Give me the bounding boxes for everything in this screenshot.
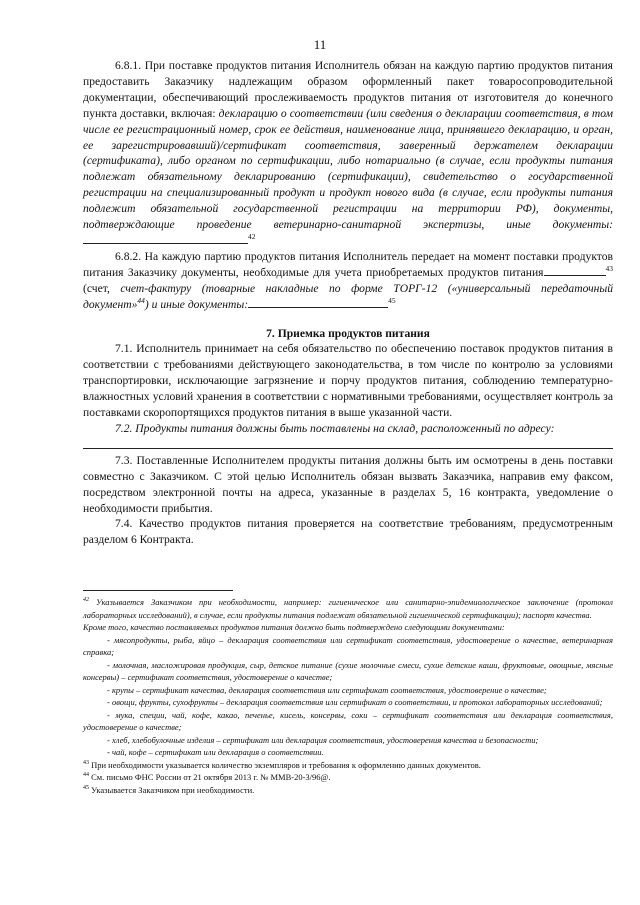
clause-7-2: 7.2. Продукты питания должны быть поставлены на склад, расположенный по адресу: — [115, 421, 555, 435]
footnote-list-item: - крупы – сертификат качества, декларация соответствия или сертификат соответствия, удостоверение о качестве; — [107, 684, 547, 695]
footnote-45-number: 45 — [83, 784, 89, 791]
footnotes — [83, 596, 613, 796]
footnote-42-additional: Кроме того, качество поставляемых продуктов питания должно быть подтверждено следующими документами: — [83, 622, 505, 632]
footnote-42 — [83, 596, 613, 621]
footnote-45-text: Указывается Заказчиком при необходимости. — [89, 784, 255, 795]
footnote-43-number: 43 — [83, 759, 89, 766]
footnote-separator — [83, 590, 233, 591]
footnote-list-item: - хлеб, хлебобулочные изделия – сертификат или декларация соответствия, удостоверения качества и безопасности; — [107, 734, 539, 745]
clause-6-8-1 — [83, 58, 613, 249]
blank-line-43 — [544, 265, 606, 276]
footnote-list-item: - чай, кофе – сертификат или декларация о соответствии. — [107, 747, 324, 757]
blank-line-45 — [248, 297, 388, 308]
footnote-42-number: 42 — [83, 597, 89, 604]
footnote-ref-42: 42 — [248, 232, 256, 242]
clause-7-1: 7.1. Исполнитель принимает на себя обязательство по обеспечению поставок продуктов питания в соответствии с требованиями действующего законодательства, в том числе по контролю за условиями транспортировки, исключающие загрязнение и порчу продуктов питания, соблюдению температурно-влажностных условий хранения в соответствии с нормативными требованиями, осуществляет контроль за поставками скоропортящихся продуктов питания в выше указанной части. — [83, 342, 613, 420]
clause-7-3: 7.3. Поставленные Исполнителем продукты питания должны быть им осмотрены в день поставки совместно с Заказчиком. С этой целью Исполнитель обязан вызвать Заказчика, направив ему факсом, посредством электронной почты на адреса, указанные в разделах 5, 16 контракта, уведомление о необходимости прибытия. — [83, 453, 613, 515]
footnote-44-text: См. письмо ФНС России от 21 октября 2013 г. № ММВ-20-3/96@. — [89, 772, 331, 782]
clause-6-8-2-docs: счет-фактуру (товарные накладные по форме ТОРГ-12 («универсальный передаточный документ» — [83, 281, 613, 311]
footnote-45 — [83, 784, 613, 797]
footnote-ref-45: 45 — [388, 295, 396, 305]
address-blank-line — [83, 437, 613, 449]
footnote-43 — [83, 759, 613, 772]
clause-6-8-1-documents: декларацию о соответствии (или сведения о декларации соответствия, в том числе ее регистрационный номер, срок ее действия, наименование лица, принявшего декларацию, и орган, ее зарегистрировавший)/сертификат соответствия, заверенный держателем декларации (сертификата), либо органом по сертификации, либо нотариально (в случае, если продукты питания подлежат обязательному декларированию (сертификации), свидетельство о государственной регистрации на специализированный продукт и продукт нового вида (в случае, если продукты питания подлежит обязательной государственной регистрации на территории РФ), документы, подтверждающие проведение ветеринарно-санитарной экспертизы, иные документы: — [83, 106, 613, 232]
footnote-44 — [83, 771, 613, 784]
blank-line-42 — [83, 233, 248, 244]
footnote-42-text: Указывается Заказчиком при необходимости, например: гигиеническое или санитарно-эпидемиологическое заключение (протокол лабораторных исследований), в случае, если продукты питания подлежат обязательной гигиенической сертификации); паспорт качества. — [83, 597, 613, 620]
footnote-43-text: При необходимости указывается количество экземпляров и требования к оформлению данных документов. — [89, 759, 481, 770]
clause-6-8-2 — [83, 249, 613, 313]
clause-6-8-2-text: 6.8.2. На каждую партию продуктов питания Исполнитель передает на момент поставки продуктов питания Заказчику документы, необходимые для учета приобретаемых продуктов питания — [83, 249, 613, 279]
clause-7-4: 7.4. Качество продуктов питания проверяется на соответствие требованиям, предусмотренным разделом 6 Контракта. — [83, 517, 613, 547]
footnote-44-number: 44 — [83, 772, 89, 779]
footnote-list-item: - молочная, масложировая продукция, сыр, детское питание (сухие молочные смеси, сухие детские каши, фруктовые, овощные, мясные консервы) – сертификат соответствия, удостоверение о качестве; — [83, 659, 613, 682]
footnote-list-item: - мясопродукты, рыба, яйцо – декларация соответствия или сертификат соответствия, удостоверение о качестве, ветеринарная справка; — [83, 634, 613, 657]
page-number: 11 — [313, 37, 327, 52]
clause-6-8-2-invoice: (счет, — [83, 281, 121, 295]
clause-6-8-2-other: ) и иные документы: — [144, 297, 249, 311]
footnote-list-item: - овощи, фрукты, сухофрукты – декларация соответствия или сертификат о соответствии, и протокол лабораторных исследований; — [107, 697, 603, 707]
document-body — [83, 58, 613, 548]
footnote-list-item: - мука, специи, чай, кофе, какао, печенье, кисель, консервы, соки – сертификат соответствия или декларация соответствия, удостоверение о качестве; — [83, 709, 613, 732]
clause-6-8-1-text: 6.8.1. При поставке продуктов питания Исполнитель обязан на каждую партию продуктов питания предоставить Заказчику надлежащим образом оформленный пакет товаросопроводительной документации, обеспечивающий прослеживаемость продуктов питания от изготовителя до конечного пункта доставки, включая: — [83, 59, 613, 120]
footnote-ref-43: 43 — [605, 263, 613, 273]
section-7-heading: 7. Приемка продуктов питания — [266, 326, 430, 340]
footnote-ref-44: 44 — [137, 295, 145, 305]
